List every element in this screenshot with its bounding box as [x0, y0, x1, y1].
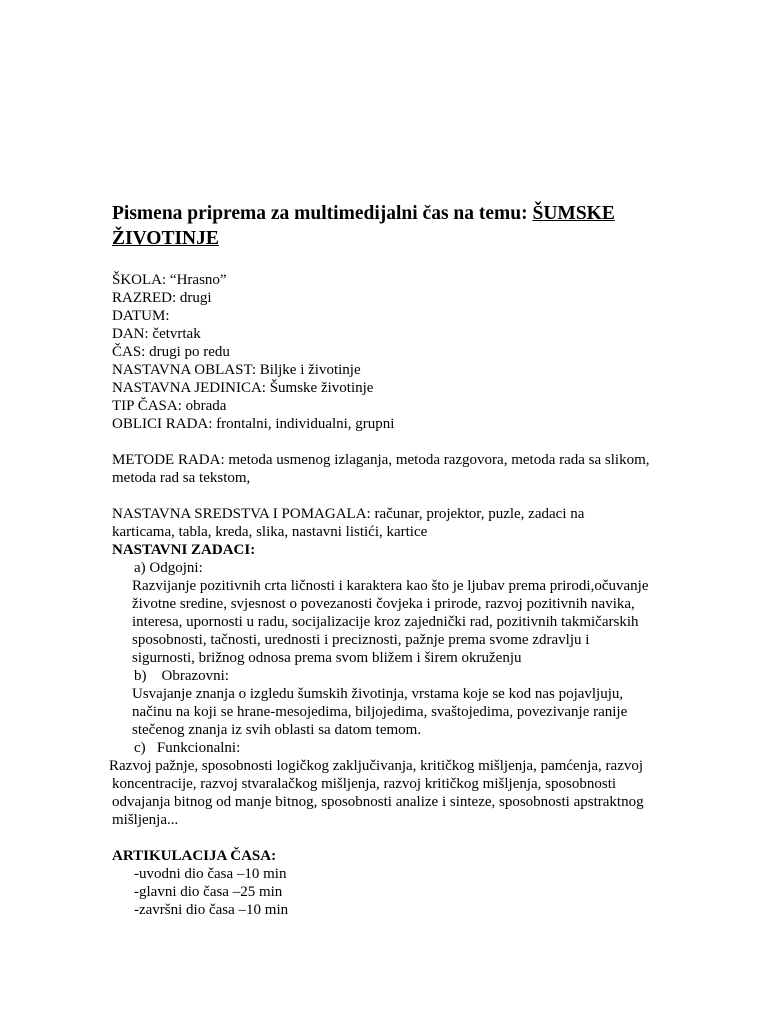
funkcionalni-text-line: mišljenja...: [112, 812, 179, 828]
obrazovni-text-line: stečenog znanja iz svih oblasti sa datom temom.: [132, 722, 422, 738]
odgojni-text-line: Razvijanje pozitivnih crta ličnosti i karaktera kao što je ljubav prema prirodi,očuvanje: [132, 578, 649, 594]
info-razred: RAZRED: drugi: [112, 290, 212, 306]
title-topic-line1: ŠUMSKE: [532, 203, 615, 224]
obrazovni-text-line: Usvajanje znanja o izgledu šumskih životinja, vrstama koje se kod nas pojavljuju,: [132, 686, 624, 702]
odgojni-text-line: sigurnosti, brižnog odnosa prema svom bližem i širem okruženju: [132, 650, 522, 666]
odgojni-text-line: sposobnosti, tačnosti, urednosti i preciznosti, pažnje prema svome zdravlju i: [132, 632, 590, 648]
sredstva-block: [112, 505, 672, 541]
artikulacija-item: -završni dio časa –10 min: [134, 902, 289, 918]
info-tip-casa: TIP ČASA: obrada: [112, 398, 227, 414]
document-title: [112, 201, 672, 251]
sredstva-line: karticama, tabla, kreda, slika, nastavni listići, kartice: [112, 524, 428, 540]
artikulacija-item: -glavni dio časa –25 min: [134, 884, 283, 900]
spacer: [112, 487, 672, 505]
info-oblici-rada: OBLICI RADA: frontalni, individualni, grupni: [112, 416, 395, 432]
obrazovni-section: [112, 667, 672, 739]
funkcionalni-text-line: koncentracije, razvoj stvaralačkog mišljenja, razvoj kritičkog mišljenja, sposobnosti: [112, 776, 617, 792]
metode-line: METODE RADA: metoda usmenog izlaganja, metoda razgovora, metoda rada sa slikom,: [112, 452, 650, 468]
obrazovni-text-line: načinu na koji se hrane-mesojedima, biljojedima, svaštojedima, povezivanje ranije: [132, 704, 628, 720]
document-body: [109, 271, 672, 919]
funkcionalni-label: c) Funkcionalni:: [134, 740, 241, 756]
info-skola: ŠKOLA: “Hrasno”: [112, 272, 227, 288]
metode-line: metoda rad sa tekstom,: [112, 470, 251, 486]
funkcionalni-text-line: odvajanja bitnog od manje bitnog, sposobnosti analize i sinteze, sposobnosti apstraktnog: [112, 794, 644, 810]
info-cas: ČAS: drugi po redu: [112, 344, 230, 360]
funkcionalni-text-line: Razvoj pažnje, sposobnosti logičkog zaključivanja, kritičkog mišljenja, pamćenja, razvoj: [109, 758, 644, 774]
odgojni-section: [112, 559, 672, 667]
info-nastavna-oblast: NASTAVNA OBLAST: Biljke i životinje: [112, 362, 361, 378]
title-topic-line2: ŽIVOTINJE: [112, 228, 219, 249]
odgojni-label: a) Odgojni:: [134, 560, 203, 576]
obrazovni-label: b) Obrazovni:: [134, 668, 229, 684]
funkcionalni-section: [109, 739, 672, 829]
odgojni-text-line: životne sredine, svjesnost o povezanosti čovjeka i prirode, razvoj pozitivnih navika,: [132, 596, 635, 612]
spacer: [112, 433, 672, 451]
info-nastavna-jedinica: NASTAVNA JEDINICA: Šumske životinje: [112, 380, 374, 396]
odgojni-text-line: interesa, upornosti u radu, socijalizacije kroz zajednički rad, pozitivnih takmičarskih: [132, 614, 639, 630]
info-dan: DAN: četvrtak: [112, 326, 201, 342]
info-block: [112, 271, 672, 433]
artikulacija-item: -uvodni dio časa –10 min: [134, 866, 287, 882]
zadaci-heading: NASTAVNI ZADACI:: [112, 542, 256, 558]
sredstva-line: NASTAVNA SREDSTVA I POMAGALA: računar, projektor, puzle, zadaci na: [112, 506, 585, 522]
artikulacija-heading: ARTIKULACIJA ČASA:: [112, 848, 277, 864]
artikulacija-section: [112, 847, 672, 919]
info-datum: DATUM:: [112, 308, 170, 324]
metode-block: [112, 451, 672, 487]
title-prefix: Pismena priprema za multimedijalni čas na temu:: [112, 203, 533, 224]
spacer: [112, 829, 672, 847]
